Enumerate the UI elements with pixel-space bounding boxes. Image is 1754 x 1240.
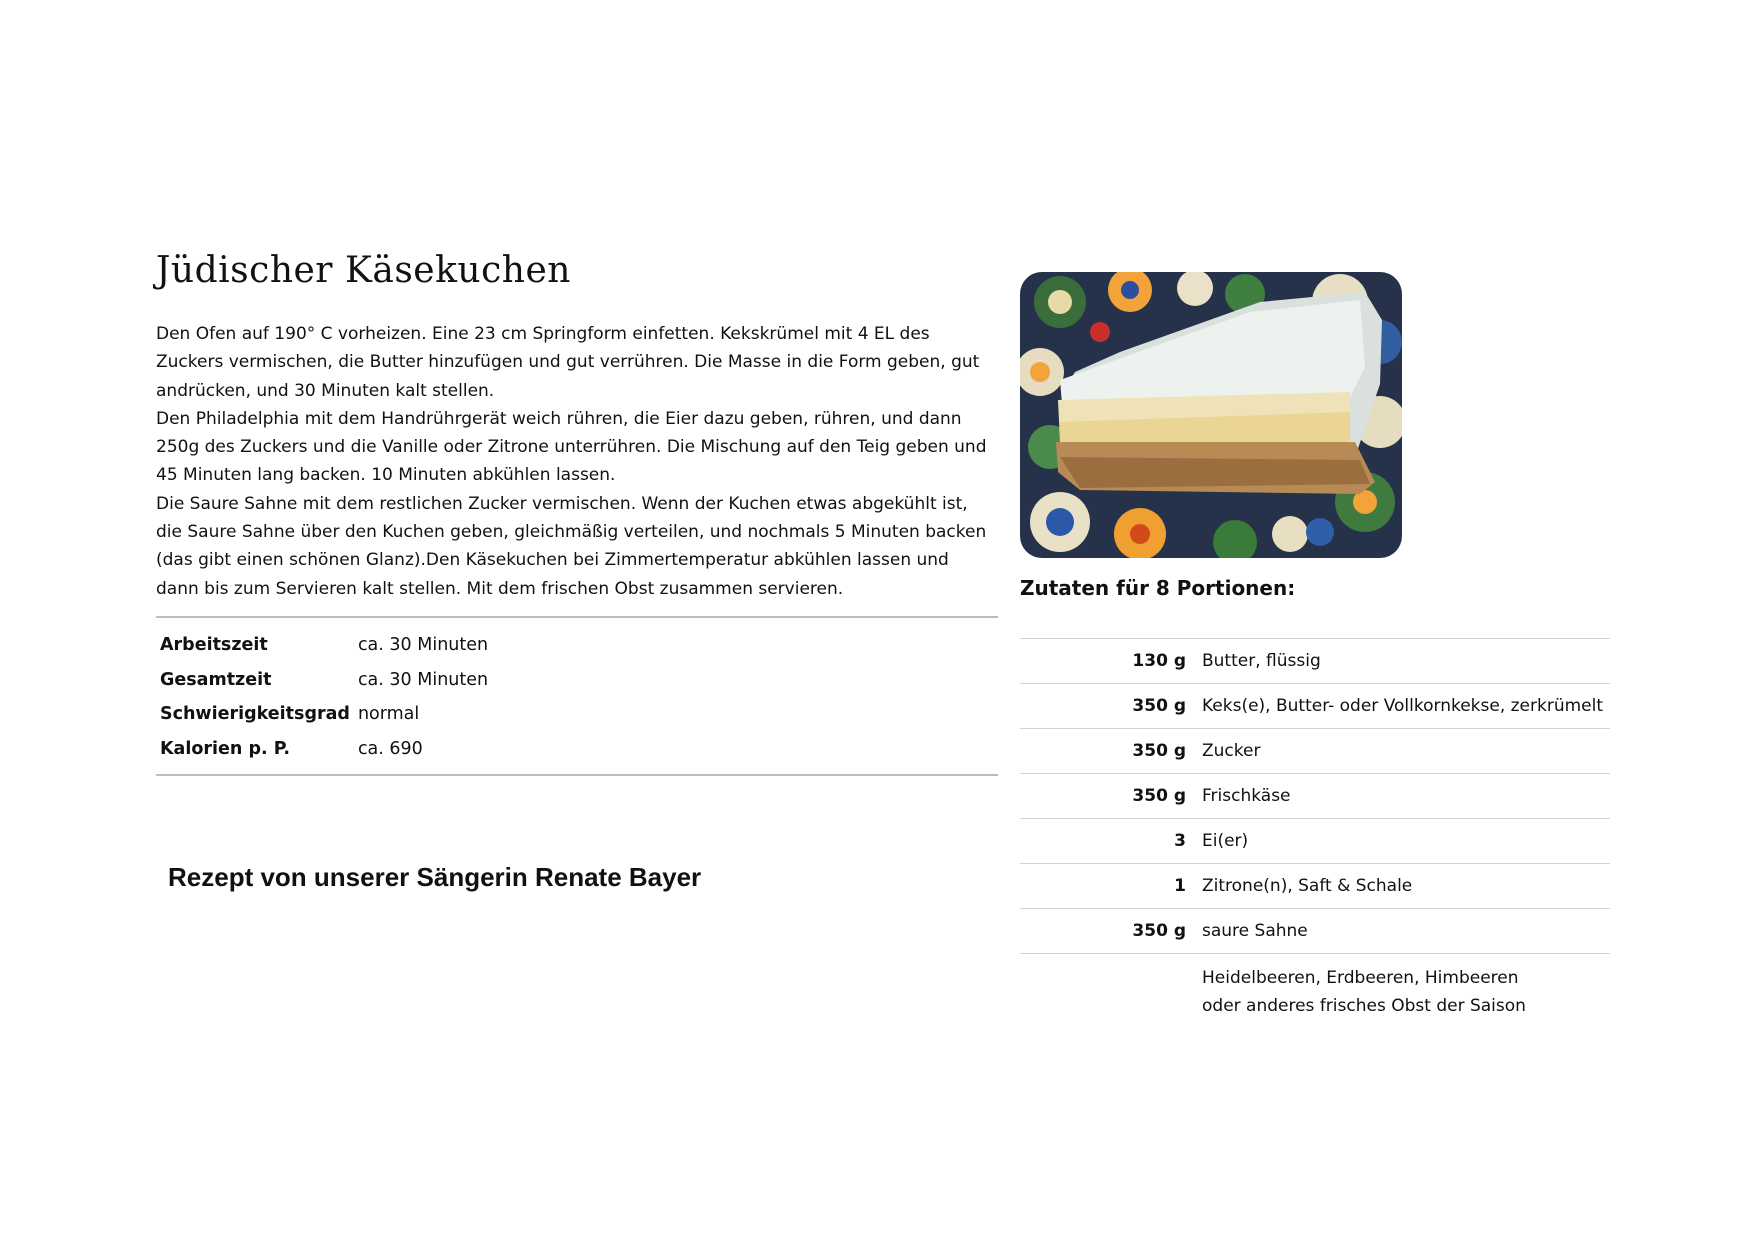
ingredient-name: Ei(er) xyxy=(1202,831,1249,851)
ingredient-amount: 350 g xyxy=(1132,696,1186,716)
meta-value: ca. 30 Minuten xyxy=(357,635,489,656)
divider xyxy=(156,616,998,618)
ingredient-row xyxy=(1020,909,1610,954)
ingredient-row xyxy=(1020,639,1610,684)
ingredient-row xyxy=(1020,864,1610,909)
ingredient-name: saure Sahne xyxy=(1202,921,1308,941)
ingredient-row xyxy=(1020,774,1610,819)
ingredient-name: Zucker xyxy=(1202,741,1261,761)
meta-row xyxy=(156,732,492,767)
ingredient-name: Butter, flüssig xyxy=(1202,651,1321,671)
ingredient-row xyxy=(1020,954,1610,1020)
ingredient-row xyxy=(1020,729,1610,774)
meta-label: Schwierigkeitsgrad xyxy=(160,704,350,725)
meta-label: Arbeitszeit xyxy=(160,635,268,656)
meta-value: ca. 30 Minuten xyxy=(357,669,489,690)
ingredient-amount: 130 g xyxy=(1132,651,1186,671)
ingredient-amount: 350 g xyxy=(1132,741,1186,761)
recipe-instructions xyxy=(156,320,996,603)
meta-row xyxy=(156,697,492,732)
ingredient-row xyxy=(1020,819,1610,864)
ingredient-amount: 1 xyxy=(1174,876,1186,896)
ingredients-heading: Zutaten für 8 Portionen: xyxy=(1020,576,1296,600)
recipe-meta-table xyxy=(156,628,492,766)
ingredient-amount: 350 g xyxy=(1132,921,1186,941)
meta-label: Kalorien p. P. xyxy=(160,738,290,759)
recipe-credit: Rezept von unserer Sängerin Renate Bayer xyxy=(168,862,702,892)
meta-row xyxy=(156,628,492,663)
instruction-paragraph: Die Saure Sahne mit dem restlichen Zucker vermischen. Wenn der Kuchen etwas abgekühlt ist, die Saure Sahne über den Kuchen geben, gleichmäßig verteilen, und nochmals 5 Minuten backen (das gibt einen schönen Glanz).Den Käsekuchen bei Zimmertemperatur abkühlen lassen und dann bis zum Servieren kalt stellen. Mit dem frischen Obst zusammen servieren. xyxy=(156,493,987,599)
recipe-title: Jüdischer Käsekuchen xyxy=(156,250,571,291)
instruction-paragraph: Den Ofen auf 190° C vorheizen. Eine 23 cm Springform einfetten. Kekskrümel mit 4 EL des Zuckers vermischen, die Butter hinzufügen und gut verrühren. Die Masse in die Form geben, gut andrücken, und 30 Minuten kalt stellen. xyxy=(156,324,980,401)
cheesecake-photo xyxy=(1020,272,1402,558)
meta-value: ca. 690 xyxy=(357,738,423,759)
ingredient-amount: 350 g xyxy=(1132,786,1186,806)
meta-value: normal xyxy=(357,704,420,725)
ingredient-name: Frischkäse xyxy=(1202,786,1291,806)
ingredient-amount: 3 xyxy=(1174,831,1186,851)
ingredient-name: Heidelbeeren, Erdbeeren, Himbeeren oder anderes frisches Obst der Saison xyxy=(1202,968,1526,1016)
instruction-paragraph: Den Philadelphia mit dem Handrührgerät weich rühren, die Eier dazu geben, rühren, und dann 250g des Zuckers und die Vanille oder Zitrone unterrühren. Die Mischung auf den Teig geben und 45 Minuten lang backen. 10 Minuten abkühlen lassen. xyxy=(156,408,987,486)
ingredients-list xyxy=(1020,638,1610,1020)
meta-label: Gesamtzeit xyxy=(160,669,272,690)
ingredient-name: Keks(e), Butter- oder Vollkornkekse, zerkrümelt xyxy=(1202,696,1604,716)
divider xyxy=(156,774,998,776)
meta-row xyxy=(156,663,492,698)
ingredient-row xyxy=(1020,684,1610,729)
ingredient-name: Zitrone(n), Saft & Schale xyxy=(1202,876,1413,896)
